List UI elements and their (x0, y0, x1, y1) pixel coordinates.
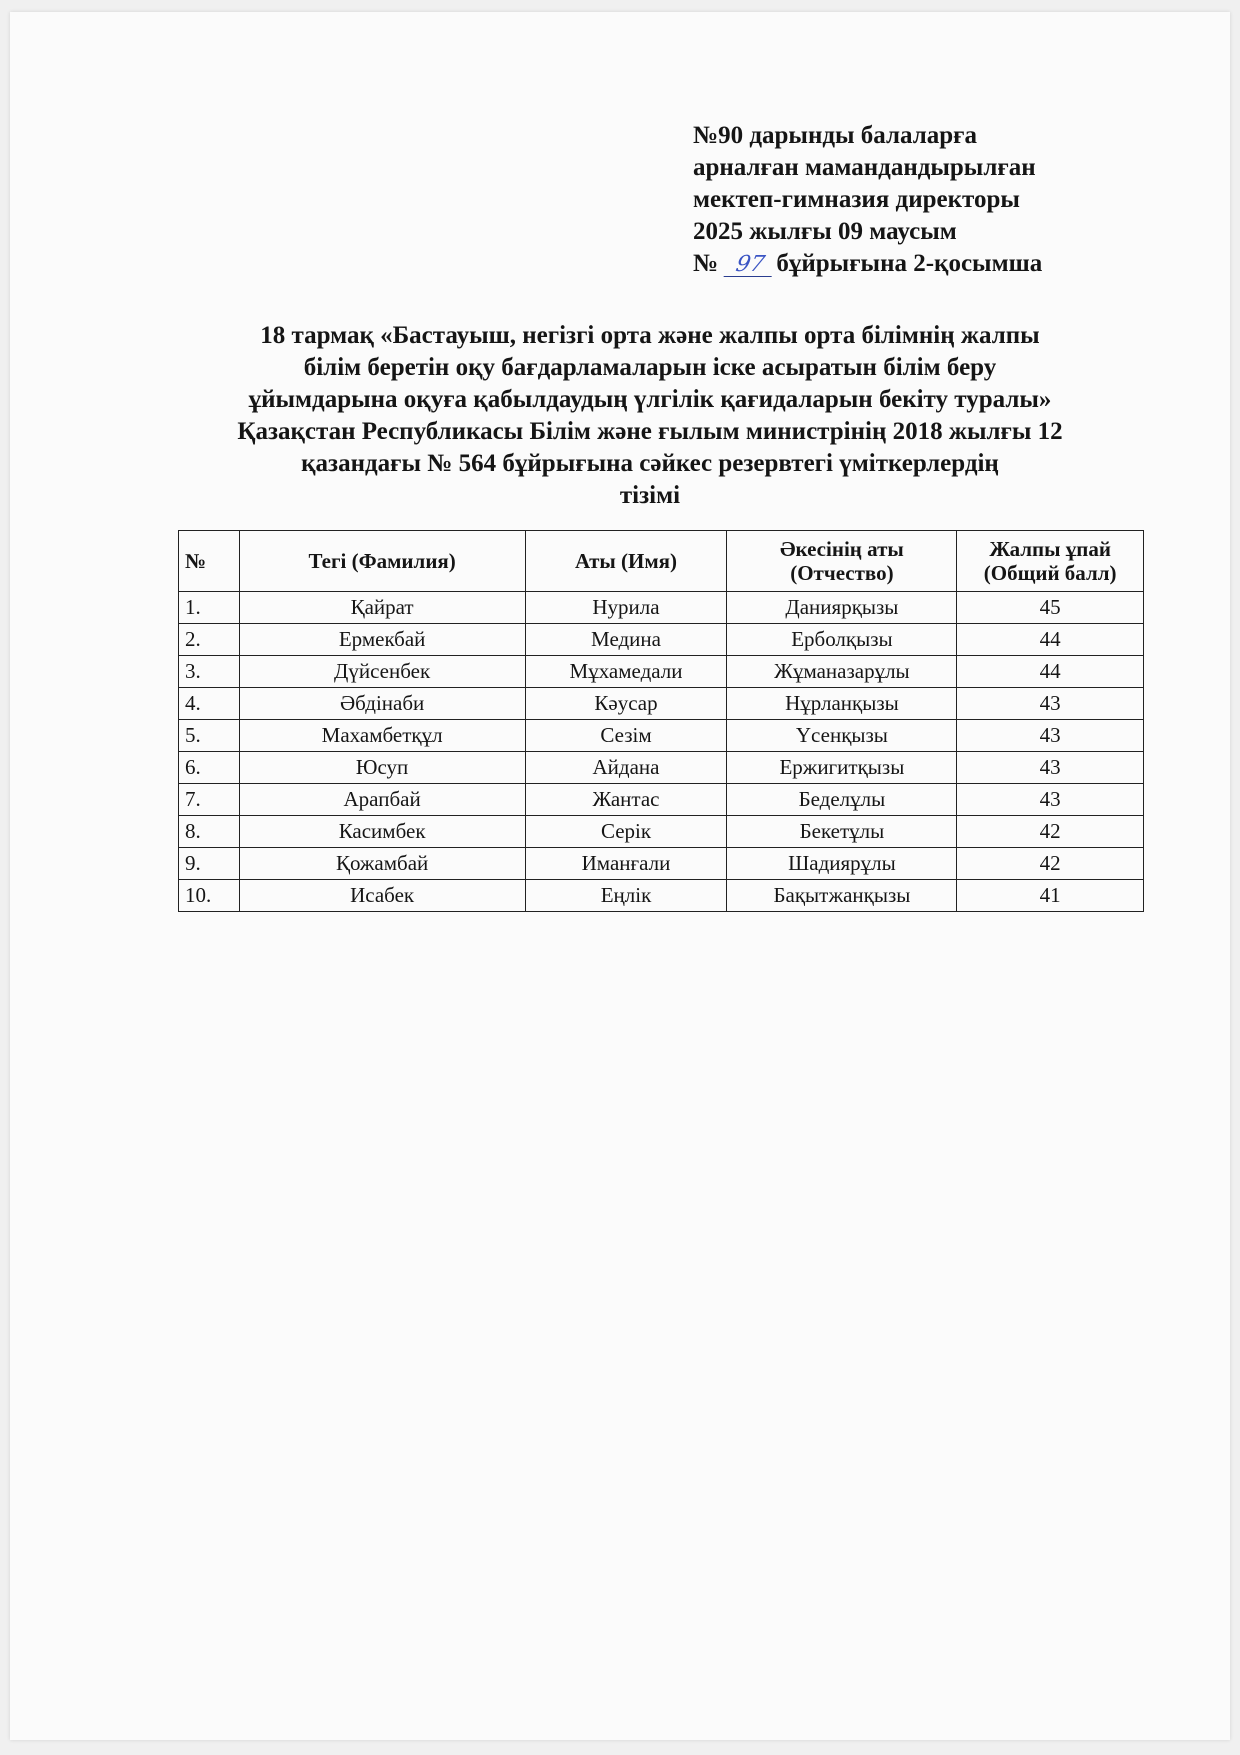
cell-score: 43 (957, 720, 1144, 752)
header-score (957, 531, 1144, 592)
cell-first-name: Еңлік (525, 880, 727, 912)
cell-last-name: Әбдінаби (239, 688, 525, 720)
cell-first-name: Мұхамедали (525, 656, 727, 688)
cell-score: 44 (957, 624, 1144, 656)
document-body (10, 12, 1230, 1740)
table-row (179, 752, 1144, 784)
cell-first-name: Медина (525, 624, 727, 656)
table-row (179, 784, 1144, 816)
header-score-ru: (Общий балл) (983, 561, 1117, 585)
cell-first-name: Нурила (525, 592, 727, 624)
cell-number: 10. (179, 880, 240, 912)
cell-last-name: Дүйсенбек (239, 656, 525, 688)
approval-line-2: арналған мамандандырылған (693, 154, 1036, 181)
cell-last-name: Қайрат (239, 592, 525, 624)
cell-last-name: Махамбетқұл (239, 720, 525, 752)
cell-patronymic: Ерболқызы (727, 624, 957, 656)
approval-line-1: №90 дарынды балаларға (693, 122, 978, 149)
cell-first-name: Кәусар (525, 688, 727, 720)
cell-score: 45 (957, 592, 1144, 624)
title-line-2: білім беретін оқу бағдарламаларын іске асыратын білім беру (303, 354, 997, 381)
cell-patronymic: Беделұлы (727, 784, 957, 816)
order-appendix-header (693, 120, 1153, 280)
cell-score: 43 (957, 752, 1144, 784)
cell-number: 6. (179, 752, 240, 784)
table-row (179, 592, 1144, 624)
table-row (179, 720, 1144, 752)
header-number: № (179, 531, 240, 592)
header-patronymic-kz: Әкесінің аты (780, 537, 904, 561)
cell-score: 42 (957, 816, 1144, 848)
title-line-4: Қазақстан Республикасы Білім және ғылым министрінің 2018 жылғы 12 (237, 418, 1063, 445)
approval-line-4: 2025 жылғы 09 маусым (693, 218, 957, 245)
cell-first-name: Жантас (525, 784, 727, 816)
document-page (10, 12, 1230, 1740)
cell-score: 44 (957, 656, 1144, 688)
cell-score: 43 (957, 784, 1144, 816)
title-line-3: ұйымдарына оқуға қабылдаудың үлгілік қағидаларын бекіту туралы» (248, 386, 1052, 413)
cell-first-name: Серік (525, 816, 727, 848)
cell-number: 7. (179, 784, 240, 816)
cell-patronymic: Нұрланқызы (727, 688, 957, 720)
cell-last-name: Арапбай (239, 784, 525, 816)
cell-patronymic: Жұманазарұлы (727, 656, 957, 688)
order-number-sign: № (693, 250, 719, 277)
table-header-row (179, 531, 1144, 592)
table-row (179, 688, 1144, 720)
cell-patronymic: Бақытжанқызы (727, 880, 957, 912)
cell-number: 8. (179, 816, 240, 848)
cell-last-name: Ермекбай (239, 624, 525, 656)
cell-score: 41 (957, 880, 1144, 912)
cell-patronymic: Даниярқызы (727, 592, 957, 624)
approval-line-3: мектеп-гимназия директоры (693, 186, 1020, 213)
table-row (179, 880, 1144, 912)
cell-last-name: Юсуп (239, 752, 525, 784)
title-line-6: тізімі (619, 482, 681, 509)
cell-first-name: Иманғали (525, 848, 727, 880)
table-row (179, 656, 1144, 688)
cell-number: 5. (179, 720, 240, 752)
header-score-kz: Жалпы ұпай (989, 537, 1111, 561)
cell-number: 2. (179, 624, 240, 656)
cell-number: 4. (179, 688, 240, 720)
document-title (170, 320, 1130, 512)
cell-number: 1. (179, 592, 240, 624)
cell-first-name: Айдана (525, 752, 727, 784)
approval-line-5 (693, 248, 1153, 280)
cell-patronymic: Шадиярұлы (727, 848, 957, 880)
cell-first-name: Сезім (525, 720, 727, 752)
table-row (179, 624, 1144, 656)
header-last-name: Тегі (Фамилия) (239, 531, 525, 592)
cell-last-name: Исабек (239, 880, 525, 912)
handwritten-order-number: 97 (724, 254, 777, 277)
cell-score: 42 (957, 848, 1144, 880)
title-line-5: қазандағы № 564 бұйрығына сәйкес резервтегі үміткерлердің (301, 450, 999, 477)
table-row (179, 848, 1144, 880)
header-first-name: Аты (Имя) (525, 531, 727, 592)
cell-patronymic: Бекетұлы (727, 816, 957, 848)
cell-number: 3. (179, 656, 240, 688)
cell-number: 9. (179, 848, 240, 880)
reserve-candidates-table (178, 530, 1144, 912)
cell-last-name: Қожамбай (239, 848, 525, 880)
appendix-label: бұйрығына 2-қосымша (776, 250, 1043, 277)
header-patronymic-ru: (Отчество) (790, 561, 894, 585)
title-line-1: 18 тармақ «Бастауыш, негізгі орта және жалпы орта білімнің жалпы (260, 322, 1040, 349)
cell-patronymic: Ержигитқызы (727, 752, 957, 784)
cell-patronymic: Үсенқызы (727, 720, 957, 752)
table-row (179, 816, 1144, 848)
cell-score: 43 (957, 688, 1144, 720)
cell-last-name: Касимбек (239, 816, 525, 848)
header-patronymic (727, 531, 957, 592)
